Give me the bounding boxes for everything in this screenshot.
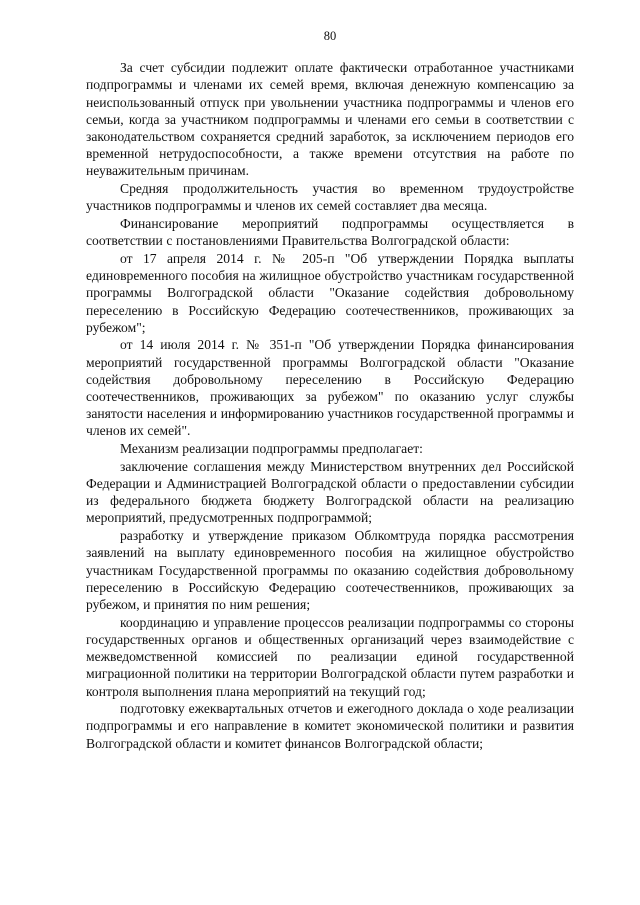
- paragraph-financing: Финансирование мероприятий подпрограммы осуществляется в соответствии с постановлениями Правительства Волгоградской области:: [86, 216, 574, 249]
- paragraph-procedure: разработку и утверждение приказом Облкомтруда порядка рассмотрения заявлений на выплату единовременного пособия на жилищное обустройство участникам Государственной программы по оказанию содействия добровольному переселению в Российскую Федерацию соотечественников, проживающих за рубежом, и принятия по ним решения;: [86, 528, 574, 612]
- paragraph-resolution-351: от 14 июля 2014 г. № 351-п "Об утверждении Порядка финансирования мероприятий государственной программы Волгоградской области "Оказание содействия добровольному переселению в Российскую Федерацию соотечественников, проживающих за рубежом" по оказанию услуг службы занятости населения и информированию участников государственной программы и членов их семей".: [86, 337, 574, 439]
- paragraph-average-duration: Средняя продолжительность участия во временном трудоустройстве участников подпрограммы и членов их семей составляет два месяца.: [86, 181, 574, 214]
- paragraph-coordination: координацию и управление процессов реализации подпрограммы со стороны государственных органов и общественных организаций через взаимодействие с межведомственной комиссией по реализации единой государственной миграционной политики на территории Волгоградской области путем разработки и контроля выполнения плана мероприятий на текущий год;: [86, 614, 574, 699]
- paragraph-agreement: заключение соглашения между Министерством внутренних дел Российской Федерации и Администрацией Волгоградской области о предоставлении субсидии из федерального бюджета бюджету Волгоградской области на реализацию мероприятий, предусмотренных подпрограммой;: [86, 458, 574, 526]
- page-number: 80: [323, 29, 337, 43]
- paragraph-resolution-205: от 17 апреля 2014 г. № 205-п "Об утверждении Порядка выплаты единовременного пособия на жилищное обустройство участникам государственной программы Волгоградской области "Оказание содействия добровольному переселению в Российскую Федерацию соотечественников, проживающих за рубежом";: [86, 250, 574, 335]
- document-page: [86, 28, 574, 752]
- paragraph-reports: подготовку ежеквартальных отчетов и ежегодного доклада о ходе реализации подпрограммы и его направление в комитет экономической политики и развития Волгоградской области и комитет финансов Волгоградской области;: [86, 701, 574, 751]
- paragraph-mechanism: Механизм реализации подпрограммы предполагает:: [120, 441, 423, 457]
- paragraph-subsidy-payment: За счет субсидии подлежит оплате фактически отработанное участниками подпрограммы и членами их семей время, включая денежную компенсацию за неиспользованный отпуск при увольнении участника подпрограммы и членов его семьи, когда за участником подпрограммы и членами его семьи в соответствии с законодательством сохраняется средний заработок, за исключением периодов его временной нетрудоспособности, а также времени отсутствия на работе по неуважительным причинам.: [86, 60, 574, 179]
